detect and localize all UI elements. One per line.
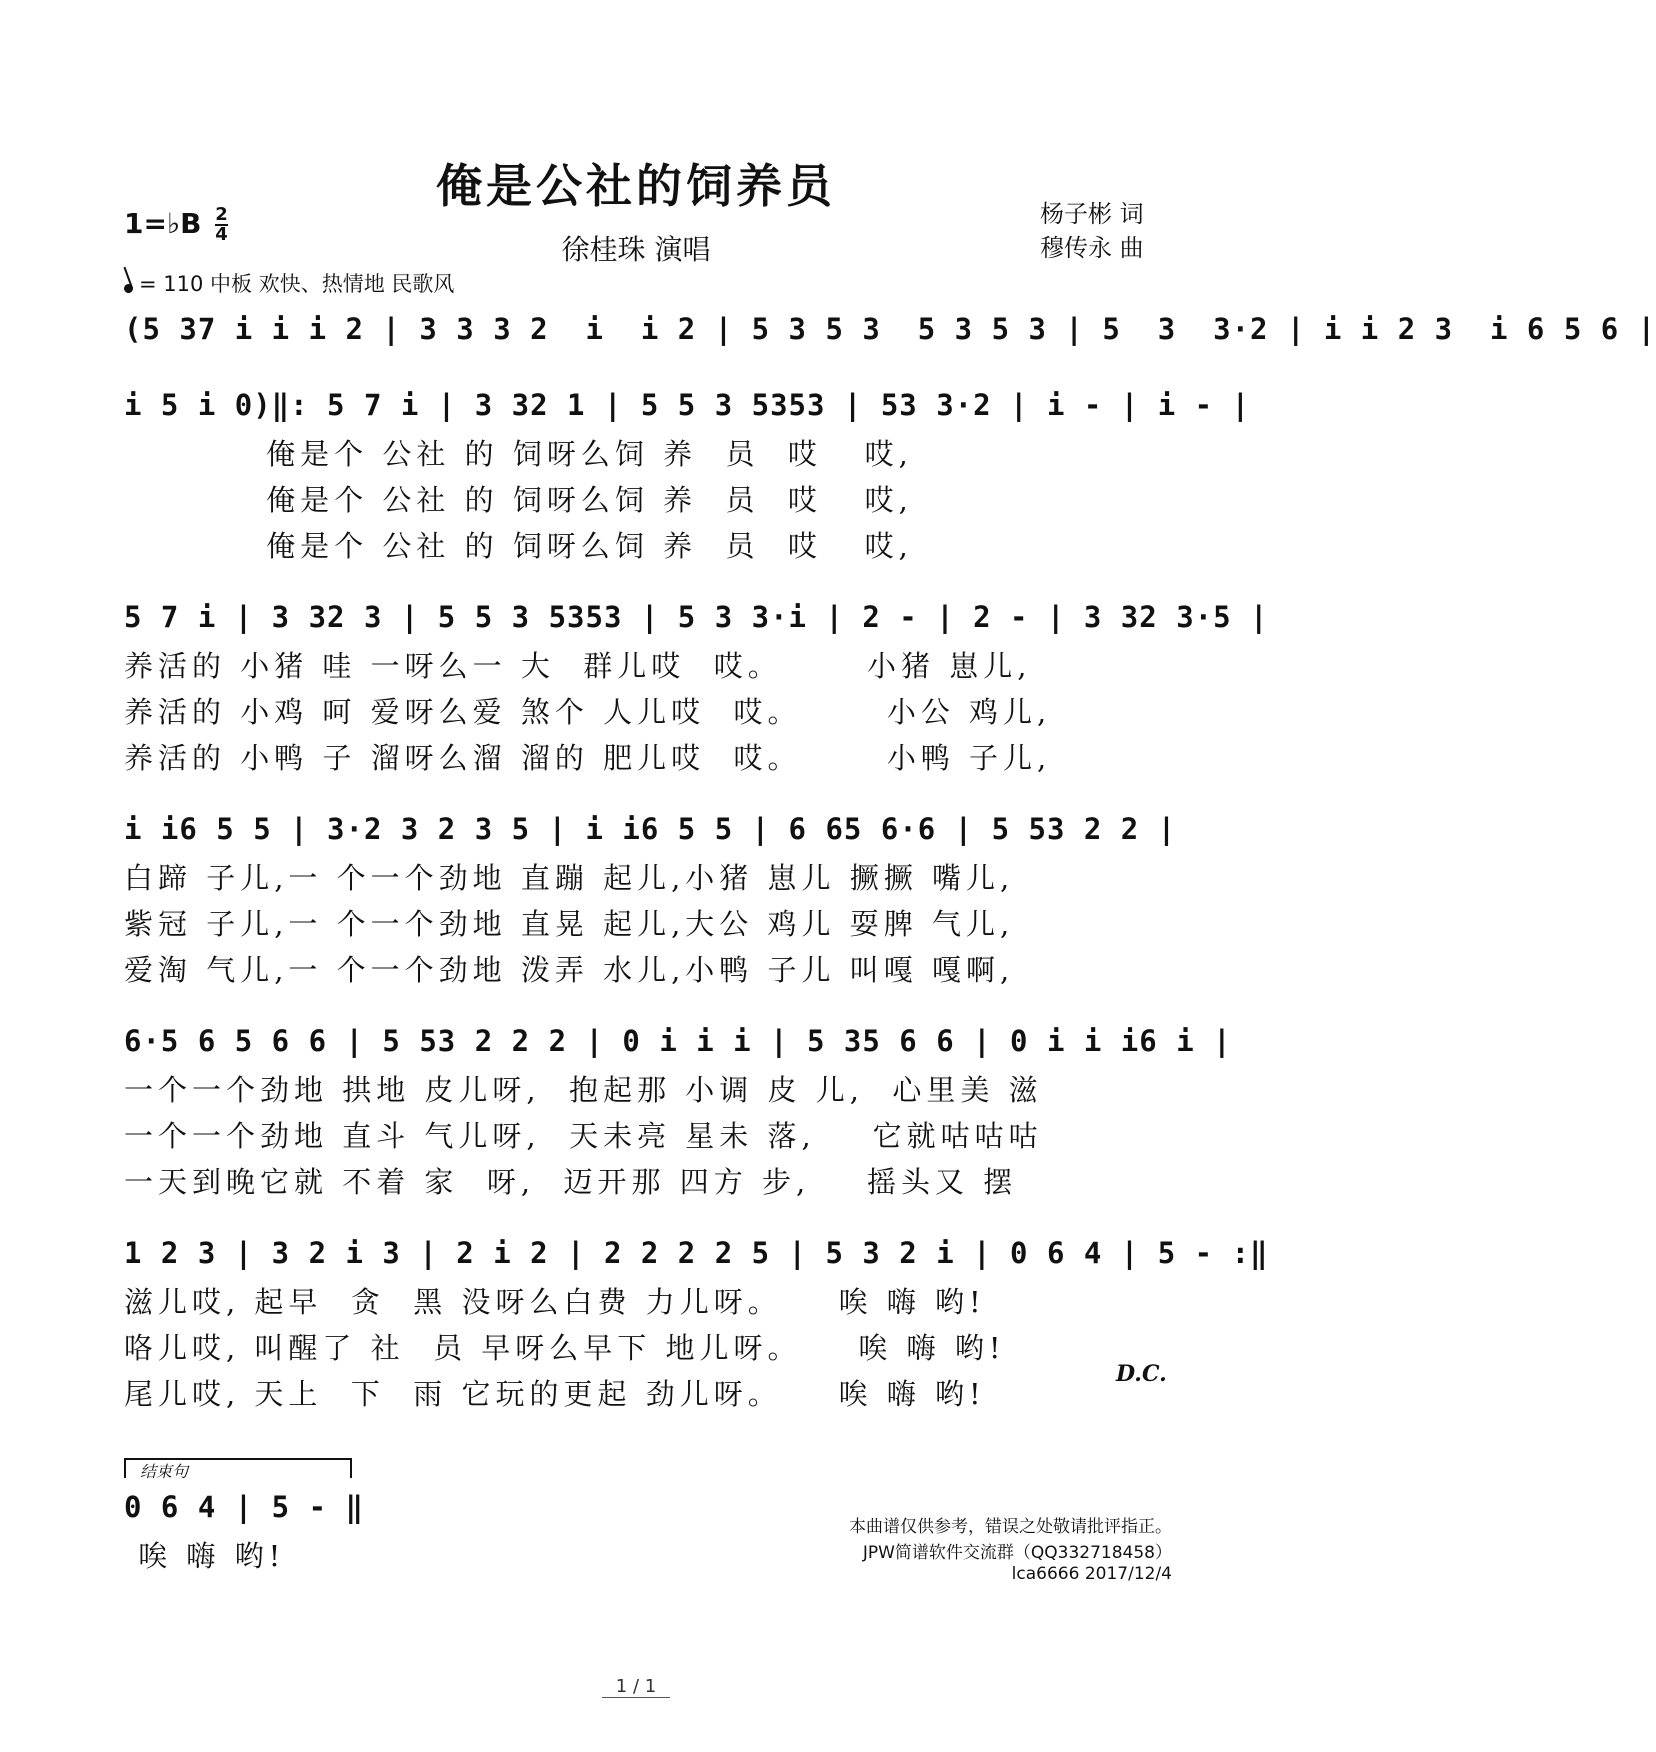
notation-row-2: i 5 i 0)‖: 5 7 i | 3 32 1 | 5 5 3 5353 | 53 3·2 | i - | i - | xyxy=(124,388,1251,422)
tempo-text: = 110 中板 欢快、热情地 民歌风 xyxy=(139,272,455,296)
page-number xyxy=(0,1676,1272,1697)
key-text: 1=♭B xyxy=(124,207,202,240)
lyric-row-5-verse-3: 一天到晚它就 不着 家 呀, 迈开那 四方 步, 摇头又 摆 xyxy=(124,1165,1018,1199)
time-signature xyxy=(215,206,228,244)
author-date-note: lca6666 2017/12/4 xyxy=(1011,1564,1172,1584)
lyric-row-4-verse-2: 紫冠 子儿,一 个一个劲地 直晃 起儿,大公 鸡儿 耍脾 气儿, xyxy=(124,907,1015,941)
lyric-row-ending: 唉 嗨 哟! xyxy=(124,1539,286,1573)
time-denominator: 4 xyxy=(215,224,228,245)
lyric-row-3-verse-2: 养活的 小鸡 呵 爱呀么爱 煞个 人儿哎 哎。 小公 鸡儿, xyxy=(124,695,1052,729)
notation-row-6: 1 2 3 | 3 2 i 3 | 2 i 2 | 2 2 2 2 5 | 5 3 2 i | 0 6 4 | 5 - :‖ xyxy=(124,1236,1269,1270)
quarter-note-icon xyxy=(123,283,135,295)
notation-row-1: (5 37 i i i 2 | 3 3 3 2 i i 2 | 5 3 5 3 5 3 5 3 | 5 3 3·2 | i i 2 3 i 6 5 6 | xyxy=(124,312,1656,346)
dc-mark: D.C. xyxy=(1116,1361,1167,1387)
ending-label: 结束句 xyxy=(140,1462,189,1481)
page-number-text: 1 / 1 xyxy=(602,1676,670,1698)
lyric-row-3-verse-1: 养活的 小猪 哇 一呀么一 大 群儿哎 哎。 小猪 崽儿, xyxy=(124,649,1032,683)
song-title: 俺是公社的饲养员 xyxy=(436,159,836,213)
lyric-row-5-verse-2: 一个一个劲地 直斗 气儿呀, 天未亮 星未 落, 它就咕咕咕 xyxy=(124,1119,1043,1153)
lyric-row-2-verse-2: 俺是个 公社 的 饲呀么饲 养 员 哎 哎, xyxy=(124,483,913,517)
group-note: JPW简谱软件交流群（QQ332718458） xyxy=(862,1543,1172,1563)
lyric-row-6-verse-2: 咯儿哎, 叫醒了 社 员 早呀么早下 地儿呀。 唉 嗨 哟! xyxy=(124,1331,1006,1365)
notation-row-4: i i6 5 5 | 3·2 3 2 3 5 | i i6 5 5 | 6 65 6·6 | 5 53 2 2 | xyxy=(124,812,1177,846)
lyric-row-2-verse-3: 俺是个 公社 的 饲呀么饲 养 员 哎 哎, xyxy=(124,529,913,563)
notation-row-5: 6·5 6 5 6 6 | 5 53 2 2 2 | 0 i i i | 5 35 6 6 | 0 i i i6 i | xyxy=(124,1024,1232,1058)
lyric-row-6-verse-3: 尾儿哎, 天上 下 雨 它玩的更起 劲儿呀。 唉 嗨 哟! xyxy=(124,1377,986,1411)
lyric-row-6-verse-1: 滋儿哎, 起早 贪 黑 没呀么白费 力儿呀。 唉 嗨 哟! xyxy=(124,1285,986,1319)
disclaimer-note: 本曲谱仅供参考，错误之处敬请批评指正。 xyxy=(849,1517,1172,1537)
notation-row-ending: 0 6 4 | 5 - ‖ xyxy=(124,1490,364,1524)
lyric-row-5-verse-1: 一个一个劲地 拱地 皮儿呀, 抱起那 小调 皮 儿, 心里美 滋 xyxy=(124,1073,1043,1107)
tempo-marking xyxy=(124,268,454,298)
lyric-row-4-verse-3: 爱淘 气儿,一 个一个劲地 泼弄 水儿,小鸭 子儿 叫嘎 嘎啊, xyxy=(124,953,1015,987)
notation-row-3: 5 7 i | 3 32 3 | 5 5 3 5353 | 5 3 3·i | 2 - | 2 - | 3 32 3·5 | xyxy=(124,600,1269,634)
composer-credit: 穆传永 曲 xyxy=(1040,234,1144,262)
singer-credit: 徐桂珠 演唱 xyxy=(561,233,711,266)
time-numerator: 2 xyxy=(215,204,228,225)
lyric-row-4-verse-1: 白蹄 子儿,一 个一个劲地 直蹦 起儿,小猪 崽儿 撅撅 嘴儿, xyxy=(124,861,1015,895)
key-signature xyxy=(124,206,228,244)
lyricist-credit: 杨子彬 词 xyxy=(1040,200,1144,228)
lyric-row-3-verse-3: 养活的 小鸭 子 溜呀么溜 溜的 肥儿哎 哎。 小鸭 子儿, xyxy=(124,741,1052,775)
lyric-row-2-verse-1: 俺是个 公社 的 饲呀么饲 养 员 哎 哎, xyxy=(124,437,913,471)
